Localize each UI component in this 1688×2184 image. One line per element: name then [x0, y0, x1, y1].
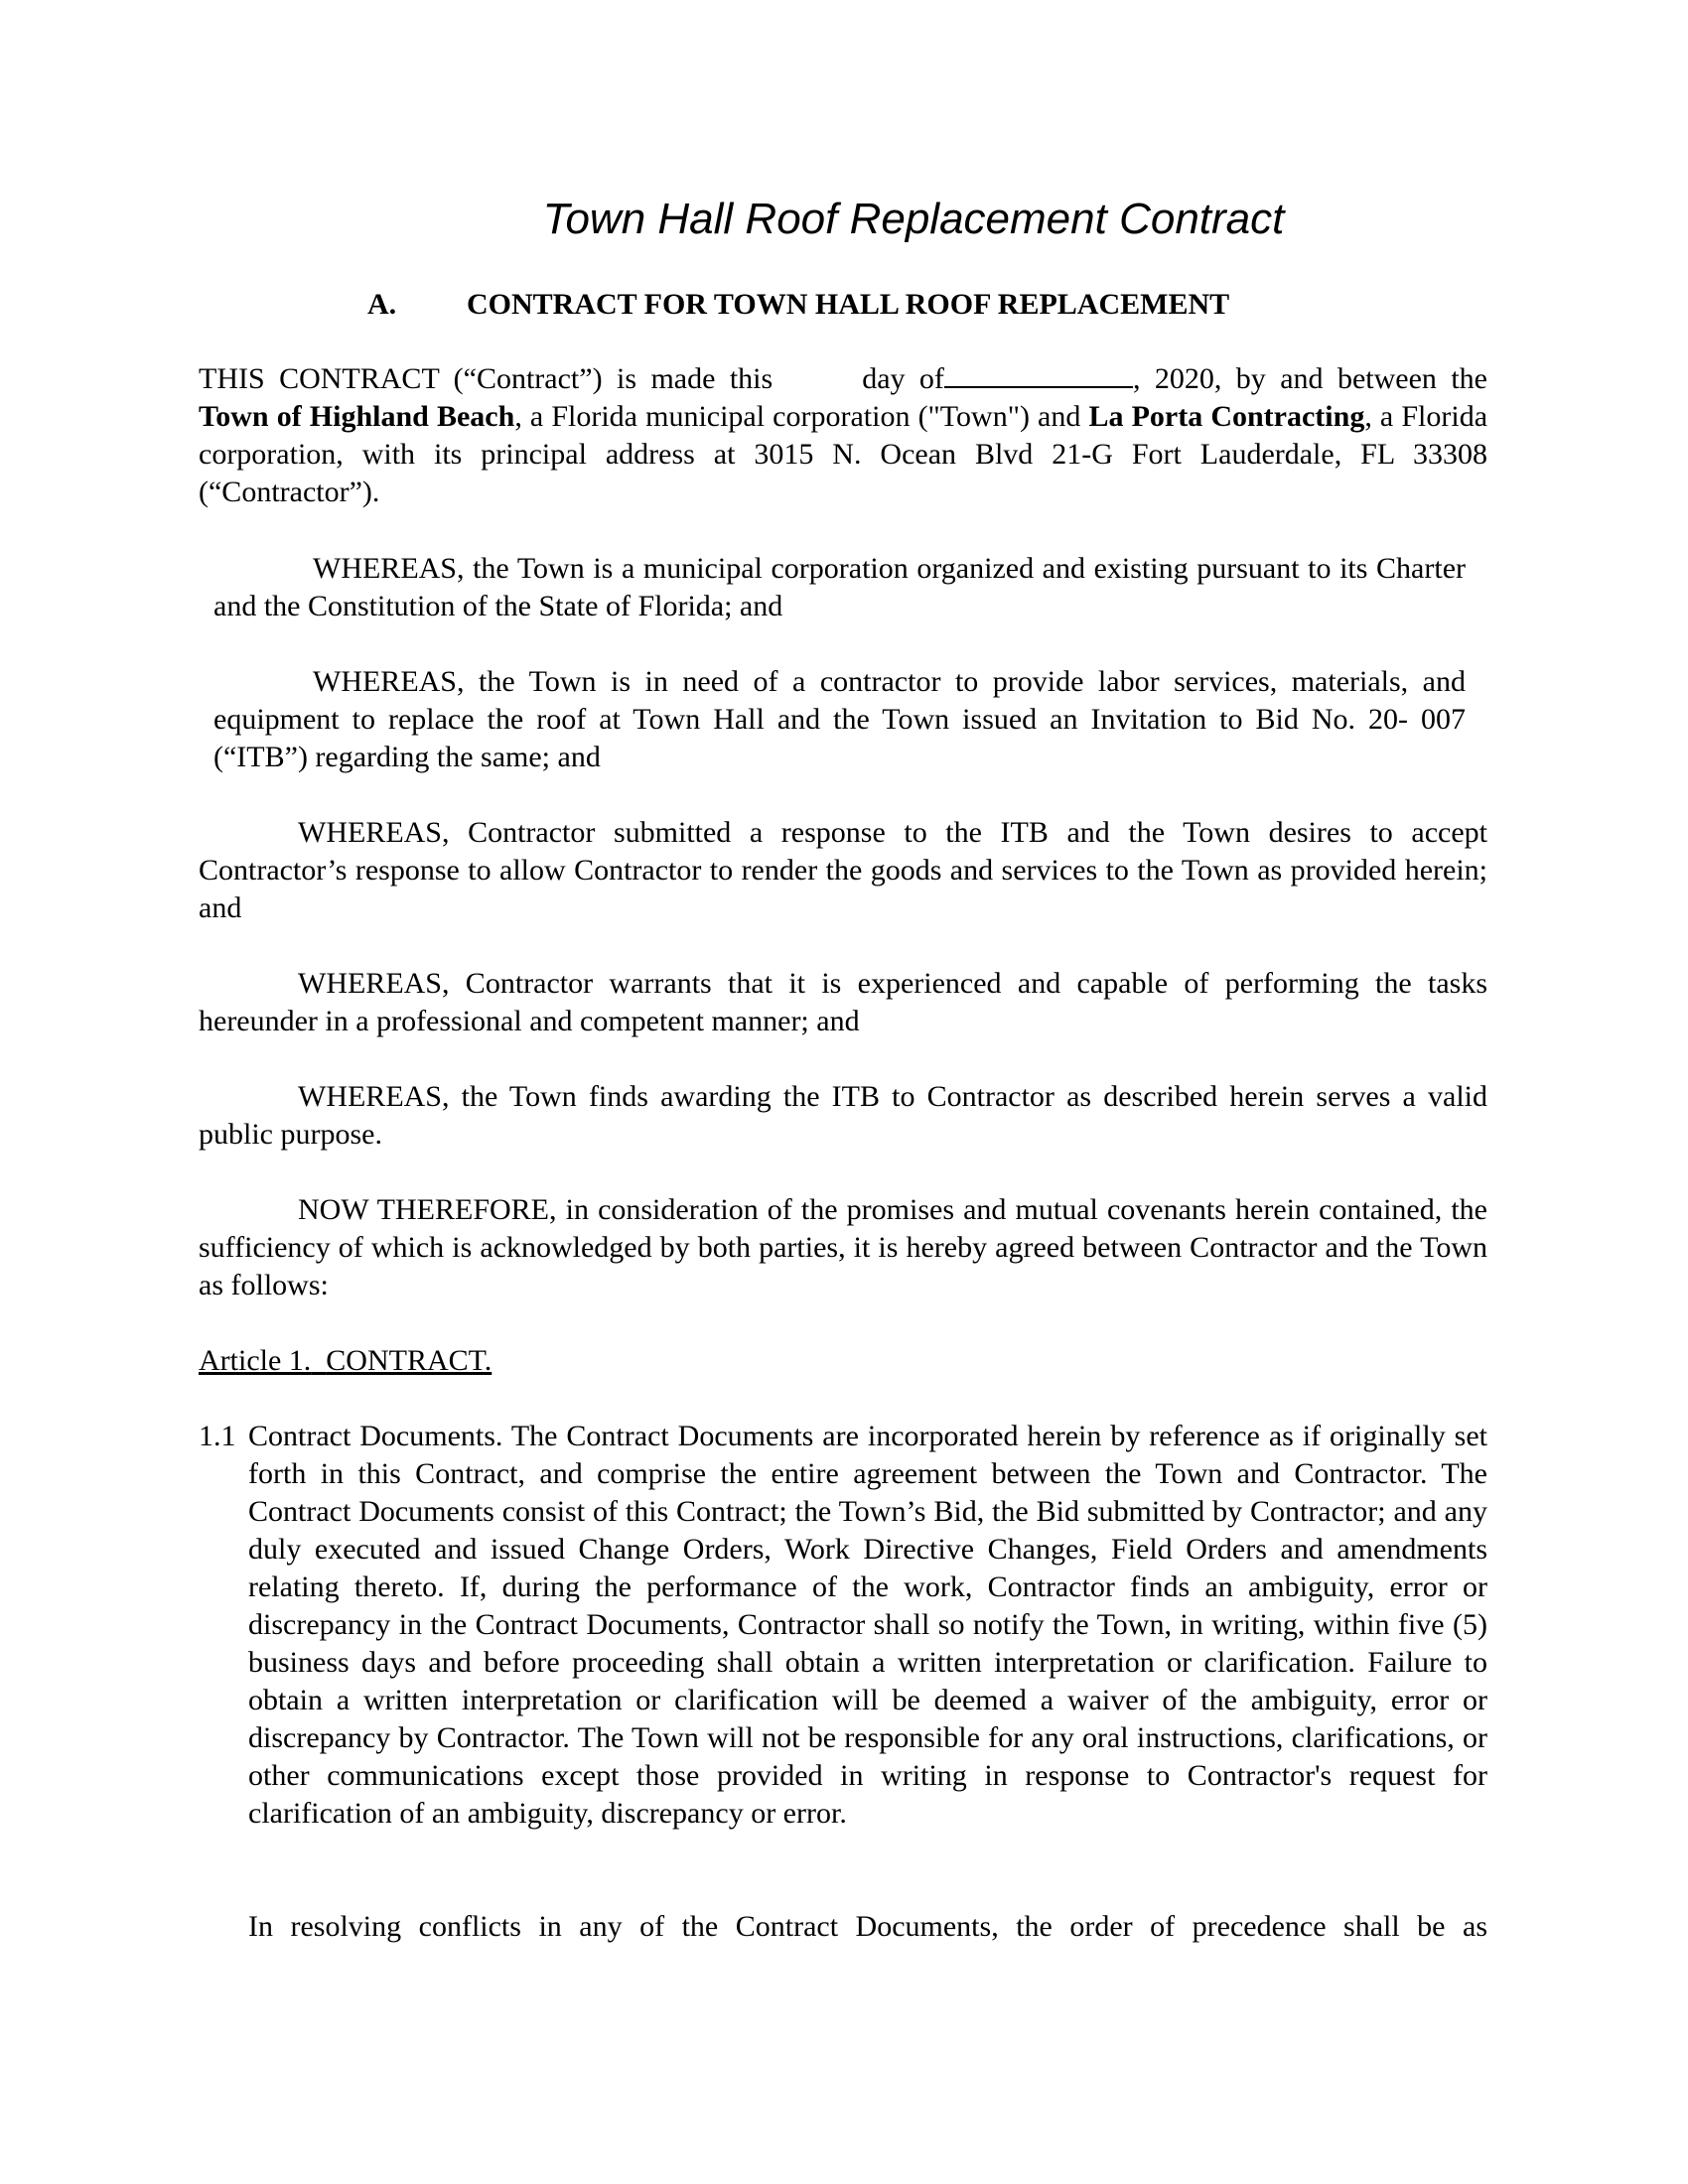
whereas-text: WHEREAS, Contractor warrants that it is experienced and capable of performing the tasks hereunder in a professional and competent manner; and — [199, 967, 1487, 1037]
whereas-text: WHEREAS, the Town is a municipal corporation organized and existing pursuant to its Charter and the Constitution of the State of Florida; and — [213, 552, 1466, 622]
whereas-paragraph — [199, 965, 1487, 1040]
article-heading — [199, 1342, 492, 1380]
intro-text-2: day of — [862, 362, 944, 395]
article-title: CONTRACT. — [326, 1344, 492, 1377]
whereas-text: WHEREAS, the Town finds awarding the ITB to Contractor as described herein serves a valid public purpose. — [199, 1080, 1487, 1151]
section-letter: A. — [367, 288, 397, 321]
town-name: Town of Highland Beach — [199, 400, 515, 433]
document-title: Town Hall Roof Replacement Contract — [542, 195, 1285, 243]
intro-text-5: , a Florida corporation, with its principal address at 3015 N. Ocean Blvd 21-G Fort Lauderdale, FL 33308 (“Contractor”). — [199, 400, 1488, 508]
section-heading — [367, 286, 1229, 324]
intro-text-4: , a Florida municipal corporation ("Town") and — [514, 400, 1081, 433]
whereas-paragraph — [199, 1078, 1487, 1154]
whereas-paragraph — [213, 550, 1466, 625]
whereas-text: WHEREAS, Contractor submitted a response to the ITB and the Town desires to accept Contractor’s response to allow Contractor to render the goods and services to the Town as provided herein; and — [199, 816, 1487, 924]
whereas-text: WHEREAS, the Town is in need of a contractor to provide labor services, materials, and equipment to replace the roof at Town Hall and the Town issued an Invitation to Bid No. 20- 007 (“ITB”) regarding the same; and — [213, 665, 1466, 773]
intro-paragraph — [199, 360, 1487, 511]
clause-text: Contract Documents. The Contract Documents are incorporated herein by reference as if originally set forth in this Contract, and comprise the entire agreement between the Town and Contractor. The Contract Documents consist of this Contract; the Town’s Bid, the Bid submitted by Contractor; and any duly executed and issued Change Orders, Work Directive Changes, Field Orders and amendments relating thereto. If, during the performance of the work, Contractor finds an ambiguity, error or discrepancy in the Contract Documents, Contractor shall so notify the Town, in writing, within five (5) business days and before proceeding shall obtain a written interpretation or clarification. Failure to obtain a written interpretation or clarification will be deemed a waiver of the ambiguity, error or discrepancy by Contractor. The Town will not be responsible for any oral instructions, clarifications, or other communications except those provided in writing in response to Contractor's request for clarification of an ambiguity, discrepancy or error. — [248, 1420, 1487, 1830]
intro-text-1: THIS CONTRACT (“Contract”) is made this — [199, 362, 774, 395]
clause-number: 1.1 — [199, 1420, 236, 1452]
section-heading-text: CONTRACT FOR TOWN HALL ROOF REPLACEMENT — [467, 288, 1230, 321]
intro-text-3: , 2020, by and between the — [1132, 362, 1488, 395]
article-label: Article 1. — [199, 1344, 312, 1377]
now-therefore-text: NOW THEREFORE, in consideration of the promises and mutual covenants herein contained, the sufficiency of which is acknowledged by both parties, it is hereby agreed between Contractor and the Town as follows: — [199, 1193, 1487, 1301]
whereas-paragraph — [213, 663, 1466, 776]
clause-1-1 — [199, 1418, 1487, 1833]
contractor-name: La Porta Contracting — [1088, 400, 1365, 433]
month-blank — [944, 360, 1133, 388]
whereas-paragraph — [199, 814, 1487, 927]
now-therefore-paragraph — [199, 1191, 1487, 1304]
resolving-conflicts-paragraph: In resolving conflicts in any of the Contract Documents, the order of precedence shall be as — [248, 1910, 1487, 1943]
